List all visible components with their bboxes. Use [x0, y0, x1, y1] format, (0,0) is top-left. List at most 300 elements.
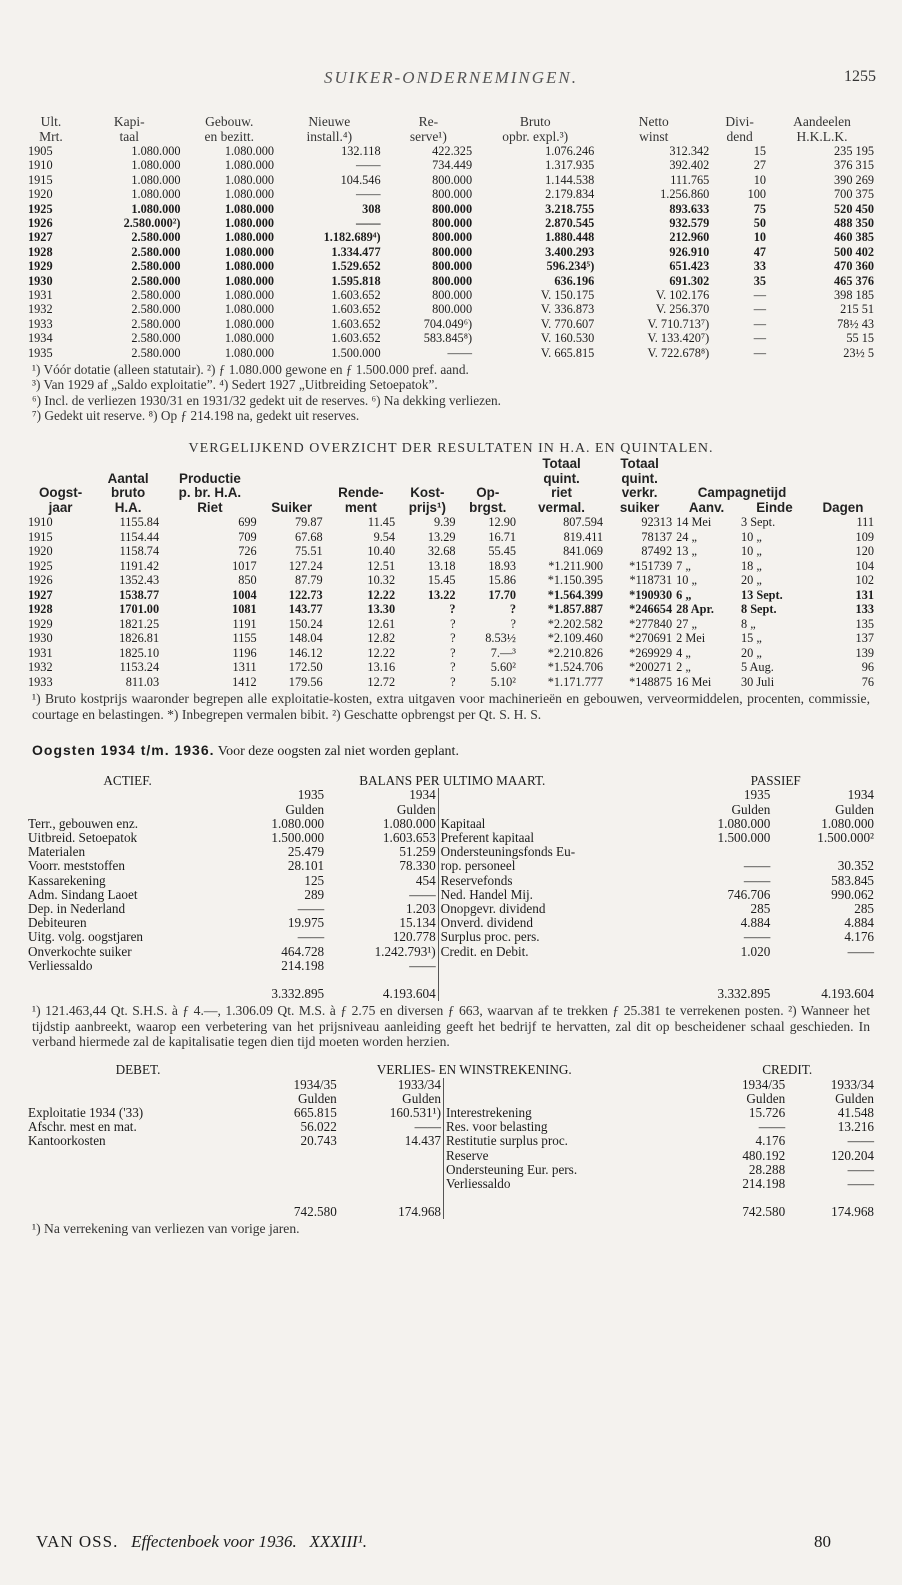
table-cell: 1.080.000	[224, 172, 275, 187]
total-cell: 3.332.895	[271, 985, 325, 1001]
value-cell: 14.437	[404, 1133, 441, 1149]
table-cell: 150.24	[288, 616, 323, 631]
item-label: Res. voor belasting	[444, 1120, 699, 1134]
totals-row	[26, 1191, 876, 1219]
table-row	[26, 602, 876, 617]
table-cell: ?	[450, 645, 456, 660]
spacer	[438, 803, 675, 817]
table-cell: 146.12	[288, 645, 323, 660]
value-cell: 20.743	[300, 1133, 337, 1149]
spacer	[26, 803, 229, 817]
column-header: Totaal	[542, 455, 581, 471]
table-cell: 13.30	[367, 602, 396, 617]
value-cell: ——	[847, 1175, 874, 1191]
column-header	[397, 457, 457, 472]
table-cell: 1.080.000	[224, 158, 275, 173]
table-cell: *151739	[629, 558, 673, 573]
column-header: Oogst-	[39, 485, 83, 501]
table-cell: 390 269	[834, 172, 874, 187]
column-header: prijs¹)	[408, 499, 446, 515]
table-cell: 2 Mei	[676, 631, 706, 646]
table-cell: 807.594	[563, 515, 604, 530]
table-cell: 1.080.000	[224, 316, 275, 331]
table-row	[26, 1134, 876, 1148]
table-cell: 1928	[28, 602, 53, 617]
table-cell: ?	[450, 660, 456, 675]
table-cell: 12.82	[367, 631, 396, 646]
value-cell: 4.884	[844, 915, 874, 931]
value-cell: 25.479	[287, 844, 325, 860]
footnote-line: ³) Van 1929 af „Saldo exploitatie”. ⁴) Sedert 1927 „Uitbreiding Setoepatok”.	[32, 377, 438, 393]
column-header: Gulden	[835, 1090, 874, 1106]
table-cell: 7.—³	[490, 645, 516, 660]
table-cell: 700 375	[834, 187, 874, 202]
column-header: Netto	[638, 114, 669, 129]
table-cell: 699	[238, 515, 257, 530]
header-row	[26, 501, 876, 516]
table-row	[26, 331, 876, 345]
column-header: Nieuwe	[308, 114, 351, 129]
table-row	[26, 216, 876, 230]
table-cell: 1081	[232, 602, 257, 617]
table-cell: 215 51	[840, 302, 874, 317]
harvest-note	[32, 742, 876, 760]
table-cell: 1158.74	[119, 544, 160, 559]
table-cell: 102	[855, 573, 874, 588]
column-header: 1933/34	[397, 1076, 441, 1092]
value-cell	[675, 845, 772, 859]
table-cell: 2.580.000	[131, 230, 181, 245]
table-cell: 841.069	[563, 544, 604, 559]
table-cell: 172.50	[288, 660, 323, 675]
table-row	[26, 1149, 876, 1163]
column-header: Re-	[418, 114, 439, 129]
table-cell: 15.86	[488, 573, 516, 588]
table-cell: 1920	[28, 544, 53, 559]
table-cell: 235 195	[834, 144, 874, 158]
total-cell: 4.193.604	[821, 985, 874, 1001]
table-cell: V. 133.420⁷)	[647, 331, 710, 346]
right-title: CREDIT.	[762, 1062, 813, 1078]
footnote-line: ¹) Vóór dotatie (alleen statutair). ²) ƒ 1.080.000 gewone en ƒ 1.500.000 pref. aand.	[32, 362, 469, 378]
spacer	[26, 1078, 250, 1092]
value-cell: ——	[297, 929, 325, 945]
table-cell: 819.411	[563, 529, 604, 544]
table-cell: 20 „	[741, 573, 762, 588]
table-cell: *1.211.900	[548, 558, 604, 573]
table-cell: 1.080.000	[131, 158, 181, 173]
table-cell: 78½ 43	[837, 316, 874, 331]
harvest-note-text: Voor deze oogsten zal niet worden geplant.	[217, 744, 459, 760]
header-row	[26, 486, 876, 501]
table-row	[26, 916, 876, 930]
item-label	[26, 1149, 250, 1163]
table-cell: *118731	[629, 573, 673, 588]
table-cell: 1.317.935	[545, 158, 595, 173]
table-cell: 3.218.755	[545, 201, 595, 216]
footer-book-title: Effectenboek voor 1936.	[131, 1532, 297, 1551]
table-cell: ?	[510, 616, 516, 631]
footnote-line: ⁷) Gedekt uit reserve. ⁸) Op ƒ 214.198 na, gedekt uit reserves.	[32, 407, 360, 423]
item-label: Afschr. mest en mat.	[28, 1119, 137, 1135]
table-cell: 691.302	[669, 273, 710, 288]
table-cell: 651.423	[669, 259, 710, 274]
table-cell: 1.080.000	[131, 187, 181, 202]
item-label: Adm. Sindang Laoet	[28, 886, 138, 902]
table-cell: V. 150.175	[540, 288, 595, 303]
spacer	[26, 973, 229, 1001]
table-cell: 800.000	[432, 244, 473, 259]
column-header: Aantal	[107, 470, 149, 486]
section-title-row	[26, 774, 876, 788]
value-cell: ——	[409, 957, 436, 973]
table-cell: 1915	[28, 172, 53, 187]
table-cell: 1.080.000	[224, 345, 275, 360]
table-cell: ?	[450, 616, 456, 631]
table-cell: 1.080.000	[224, 331, 275, 346]
column-header: Campagnetijd	[697, 485, 787, 501]
table-row	[26, 302, 876, 316]
value-cell: 1.500.000²	[817, 829, 874, 845]
table-cell: 17.70	[488, 587, 516, 602]
table-row	[26, 187, 876, 201]
header-row	[26, 129, 876, 144]
column-header	[259, 472, 325, 487]
value-cell: 1.500.000	[717, 829, 771, 845]
table-cell: 1191.42	[119, 558, 160, 573]
column-header	[810, 486, 876, 501]
table-cell: 75	[753, 201, 767, 216]
table-cell: 800.000	[432, 187, 473, 202]
column-header: brgst.	[469, 499, 507, 515]
column-header	[739, 457, 810, 472]
center-title: BALANS PER ULTIMO MAART.	[359, 773, 546, 789]
value-cell: 1.080.000	[271, 815, 325, 831]
table-row	[26, 1177, 876, 1191]
table-cell: 131	[855, 587, 874, 602]
table-cell: 87.79	[294, 573, 323, 588]
table-cell: ——	[356, 158, 381, 173]
total-cell: 174.968	[831, 1204, 874, 1220]
table-cell: 1.080.000	[224, 144, 275, 158]
table-cell: 465 376	[834, 273, 874, 288]
table-cell: 127.24	[288, 558, 323, 573]
table-cell: 583.845⁸)	[423, 331, 473, 346]
table-cell: V. 160.530	[540, 331, 595, 346]
table-cell: 1155	[232, 631, 257, 646]
column-header	[161, 457, 259, 472]
table-row	[26, 288, 876, 302]
value-cell	[772, 959, 876, 973]
table-cell: 800.000	[432, 172, 473, 187]
item-label: Reserve	[444, 1149, 699, 1163]
table-cell: 12.22	[367, 645, 396, 660]
table-cell: 13.29	[427, 529, 456, 544]
item-label: Kassarekening	[28, 872, 106, 888]
column-header: Aanv.	[688, 499, 725, 515]
spacer	[444, 1092, 699, 1106]
table-cell: 800.000	[432, 288, 473, 303]
table-cell: 24 „	[676, 529, 697, 544]
table-cell: 1352.43	[119, 573, 160, 588]
column-header	[26, 472, 95, 487]
table-cell: 811.03	[125, 674, 160, 689]
table-cell: 4 „	[676, 645, 691, 660]
table-cell: 122.73	[288, 587, 323, 602]
table-cell: V. 710.713⁷)	[647, 316, 710, 331]
table-cell: 148.04	[288, 631, 323, 646]
item-label: Kapitaal	[438, 817, 675, 831]
table-cell: 10 „	[741, 544, 762, 559]
table-cell: 1017	[232, 558, 257, 573]
table-cell: 1931	[28, 288, 53, 303]
value-cell: ——	[409, 886, 436, 902]
table-cell: 9.39	[434, 515, 456, 530]
table-cell: 30 Juli	[741, 674, 775, 689]
table-cell: 18.93	[488, 558, 516, 573]
table-row	[26, 959, 876, 973]
table-cell: 1.603.652	[331, 302, 381, 317]
table-cell: 111	[856, 515, 874, 530]
table-cell: 800.000	[432, 302, 473, 317]
value-cell: 15.134	[399, 915, 436, 931]
table-cell: —	[753, 288, 767, 303]
table-cell: 12.22	[367, 587, 396, 602]
table-cell: 23½ 5	[843, 345, 874, 360]
table-cell: 55 15	[846, 331, 874, 346]
column-header: Productie	[179, 470, 241, 486]
table-cell: —	[753, 331, 767, 346]
table-cell: 100	[747, 187, 767, 202]
value-cell: ——	[414, 1119, 441, 1135]
total-cell: 4.193.604	[382, 985, 436, 1001]
table-cell: 1933	[28, 316, 53, 331]
table-cell: 1910	[28, 515, 53, 530]
footnote-line: ⁶) Incl. de verliezen 1930/31 en 1931/32 gedekt uit de reserves. ⁶) Na dekking verliezen.	[32, 392, 501, 408]
column-header: Op-	[476, 485, 500, 501]
item-label: rop. personeel	[438, 859, 675, 873]
table-cell: ——	[356, 187, 381, 202]
item-label: Preferent kapitaal	[438, 831, 675, 845]
table-cell: 2.870.545	[545, 216, 595, 231]
table-cell: 850	[238, 573, 257, 588]
table-cell: 398 185	[834, 288, 874, 303]
table-cell: 5.10²	[490, 674, 516, 689]
table-cell: 1538.77	[119, 587, 160, 602]
table-cell: *1.150.395	[547, 573, 604, 588]
value-cell: 990.062	[831, 886, 874, 902]
table-cell: ?	[450, 674, 456, 689]
table-cell: *1.564.399	[547, 587, 604, 602]
section-title-row	[26, 1063, 876, 1077]
table-cell: 1153.24	[119, 660, 160, 675]
page-header	[26, 20, 876, 87]
balance-sheet	[26, 774, 876, 1001]
table-cell: 1.182.689⁴)	[323, 230, 381, 245]
table-cell: 10	[753, 230, 767, 245]
table-cell: 1.334.477	[331, 244, 381, 259]
table-row	[26, 559, 876, 574]
table-cell: 13 Sept.	[741, 587, 783, 602]
table-cell: 1.880.448	[545, 230, 595, 245]
table-cell: 12.90	[488, 515, 516, 530]
table-cell: 1927	[28, 230, 53, 245]
table-cell: *200271	[629, 660, 673, 675]
profit-loss-footnote: ¹) Na verrekening van verliezen van vorige jaren.	[32, 1221, 300, 1237]
value-cell: 454	[415, 872, 436, 888]
column-header	[26, 457, 95, 472]
column-header: H.K.L.K.	[796, 129, 848, 144]
page-footer	[36, 1532, 831, 1552]
profit-loss-account	[26, 1063, 876, 1219]
column-header: Totaal	[620, 455, 659, 471]
column-header: Gulden	[297, 1090, 337, 1106]
table-cell: *246654	[629, 602, 673, 617]
table-cell: 1821.25	[119, 616, 160, 631]
table-cell: 312.342	[669, 144, 710, 158]
table-cell: ?	[449, 602, 456, 617]
table-cell: 27	[753, 158, 767, 173]
table-cell: 734.449	[432, 158, 473, 173]
table-cell: 1929	[28, 616, 53, 631]
table-cell: 1.080.000	[224, 273, 275, 288]
table-cell: 7 „	[676, 558, 691, 573]
table-cell: 422.325	[432, 144, 473, 158]
table-cell: *1.524.706	[547, 660, 604, 675]
value-cell: 160.531¹)	[389, 1104, 441, 1120]
table-row	[26, 675, 876, 690]
column-header: suiker	[619, 499, 660, 515]
table-cell: 92313	[641, 515, 673, 530]
table-cell: 2.580.000²)	[123, 216, 181, 231]
table-cell: 109	[855, 529, 874, 544]
column-header: opbr. expl.³)	[502, 129, 569, 144]
table-cell: 1934	[28, 331, 53, 346]
table-cell: 1701.00	[119, 602, 160, 617]
table-cell: 1.256.860	[660, 187, 710, 202]
table-cell: 32.68	[427, 544, 456, 559]
header-row	[26, 1092, 876, 1106]
table-cell: 3.400.293	[545, 244, 595, 259]
table-cell: 1.080.000	[224, 244, 275, 259]
table-cell: 1929	[28, 259, 53, 274]
table-cell: 1.080.000	[224, 302, 275, 317]
running-title: SUIKER-ONDERNEMINGEN.	[323, 68, 578, 87]
column-header	[674, 472, 739, 487]
table-cell: 2.580.000	[131, 345, 181, 360]
table-cell: 10 „	[741, 529, 762, 544]
table-cell: 18 „	[741, 558, 762, 573]
table-row	[26, 831, 876, 845]
table-cell: —	[753, 316, 767, 331]
footer-volume: XXXIII¹.	[309, 1532, 368, 1551]
table-cell: 139	[855, 645, 874, 660]
table-cell: 1196	[232, 645, 257, 660]
table-row	[26, 646, 876, 661]
value-cell	[772, 845, 876, 859]
results-footnotes	[32, 362, 876, 423]
table-cell: 1930	[28, 631, 53, 646]
column-header: en bezitt.	[204, 129, 255, 144]
table-cell: 1412	[232, 674, 257, 689]
column-header: Einde	[756, 499, 793, 515]
spacer	[26, 1191, 250, 1219]
table-cell: 500 402	[834, 244, 874, 259]
table-cell: 120	[855, 544, 874, 559]
total-cell: 742.580	[293, 1204, 337, 1220]
value-cell: 78.330	[399, 858, 436, 874]
table-cell: 2.580.000	[131, 302, 181, 317]
table-cell: 3 Sept.	[741, 515, 776, 530]
table-cell: 13.18	[427, 558, 456, 573]
table-cell: 1927	[28, 587, 53, 602]
table-cell: 2 „	[676, 660, 691, 675]
value-cell: 1.080.000	[382, 815, 436, 831]
table-cell: ?	[450, 631, 456, 646]
table-cell: 137	[855, 631, 874, 646]
value-cell: 4.176	[844, 929, 874, 945]
harvest-note-heading: Oogsten 1934 t/m. 1936.	[32, 742, 215, 759]
value-cell: 4.884	[740, 915, 771, 931]
column-header: jaar	[48, 499, 73, 515]
value-cell	[250, 1149, 339, 1163]
left-title: DEBET.	[115, 1062, 161, 1078]
table-cell: 13.22	[427, 587, 456, 602]
item-label: Uitbreid. Setoepatok	[28, 829, 138, 845]
table-cell: 800.000	[432, 230, 473, 245]
column-header: Kapi-	[113, 114, 145, 129]
table-row	[26, 515, 876, 530]
item-label: Onverkochte suiker	[28, 943, 132, 959]
document-page	[26, 20, 876, 1237]
table-cell: 2.580.000	[131, 259, 181, 274]
table-cell: 1926	[28, 573, 53, 588]
table-cell: 15.45	[427, 573, 456, 588]
column-header: install.⁴)	[306, 129, 353, 144]
table-cell: 1155.84	[119, 515, 160, 530]
table-row	[26, 945, 876, 959]
value-cell: 56.022	[300, 1119, 337, 1135]
column-header: taal	[119, 129, 139, 144]
table-cell: 1935	[28, 345, 53, 360]
table-cell: 1931	[28, 645, 53, 660]
header-row	[26, 788, 876, 802]
table-cell: 1.080.000	[224, 230, 275, 245]
table-cell: 11.45	[367, 515, 396, 530]
table-cell: *2.109.460	[547, 631, 604, 646]
column-header	[397, 472, 457, 487]
table-cell: 1932	[28, 660, 53, 675]
column-header: 1935	[743, 787, 771, 803]
value-cell: ——	[758, 1119, 786, 1135]
table-cell: ——	[356, 216, 381, 231]
table-cell: V. 665.815	[540, 345, 595, 360]
column-header: Dagen	[822, 499, 864, 515]
table-cell: 9.54	[373, 529, 396, 544]
table-cell: 10.32	[367, 573, 396, 588]
table-cell: 1928	[28, 244, 53, 259]
column-header	[458, 457, 518, 472]
item-label	[26, 1177, 250, 1191]
table-row	[26, 588, 876, 603]
table-cell: 308	[362, 201, 381, 216]
column-header	[259, 457, 325, 472]
table-cell: 800.000	[432, 259, 473, 274]
column-header: bruto	[111, 485, 146, 501]
table-row	[26, 230, 876, 244]
table-cell: 79.87	[294, 515, 323, 530]
value-cell: 120.204	[831, 1147, 874, 1163]
